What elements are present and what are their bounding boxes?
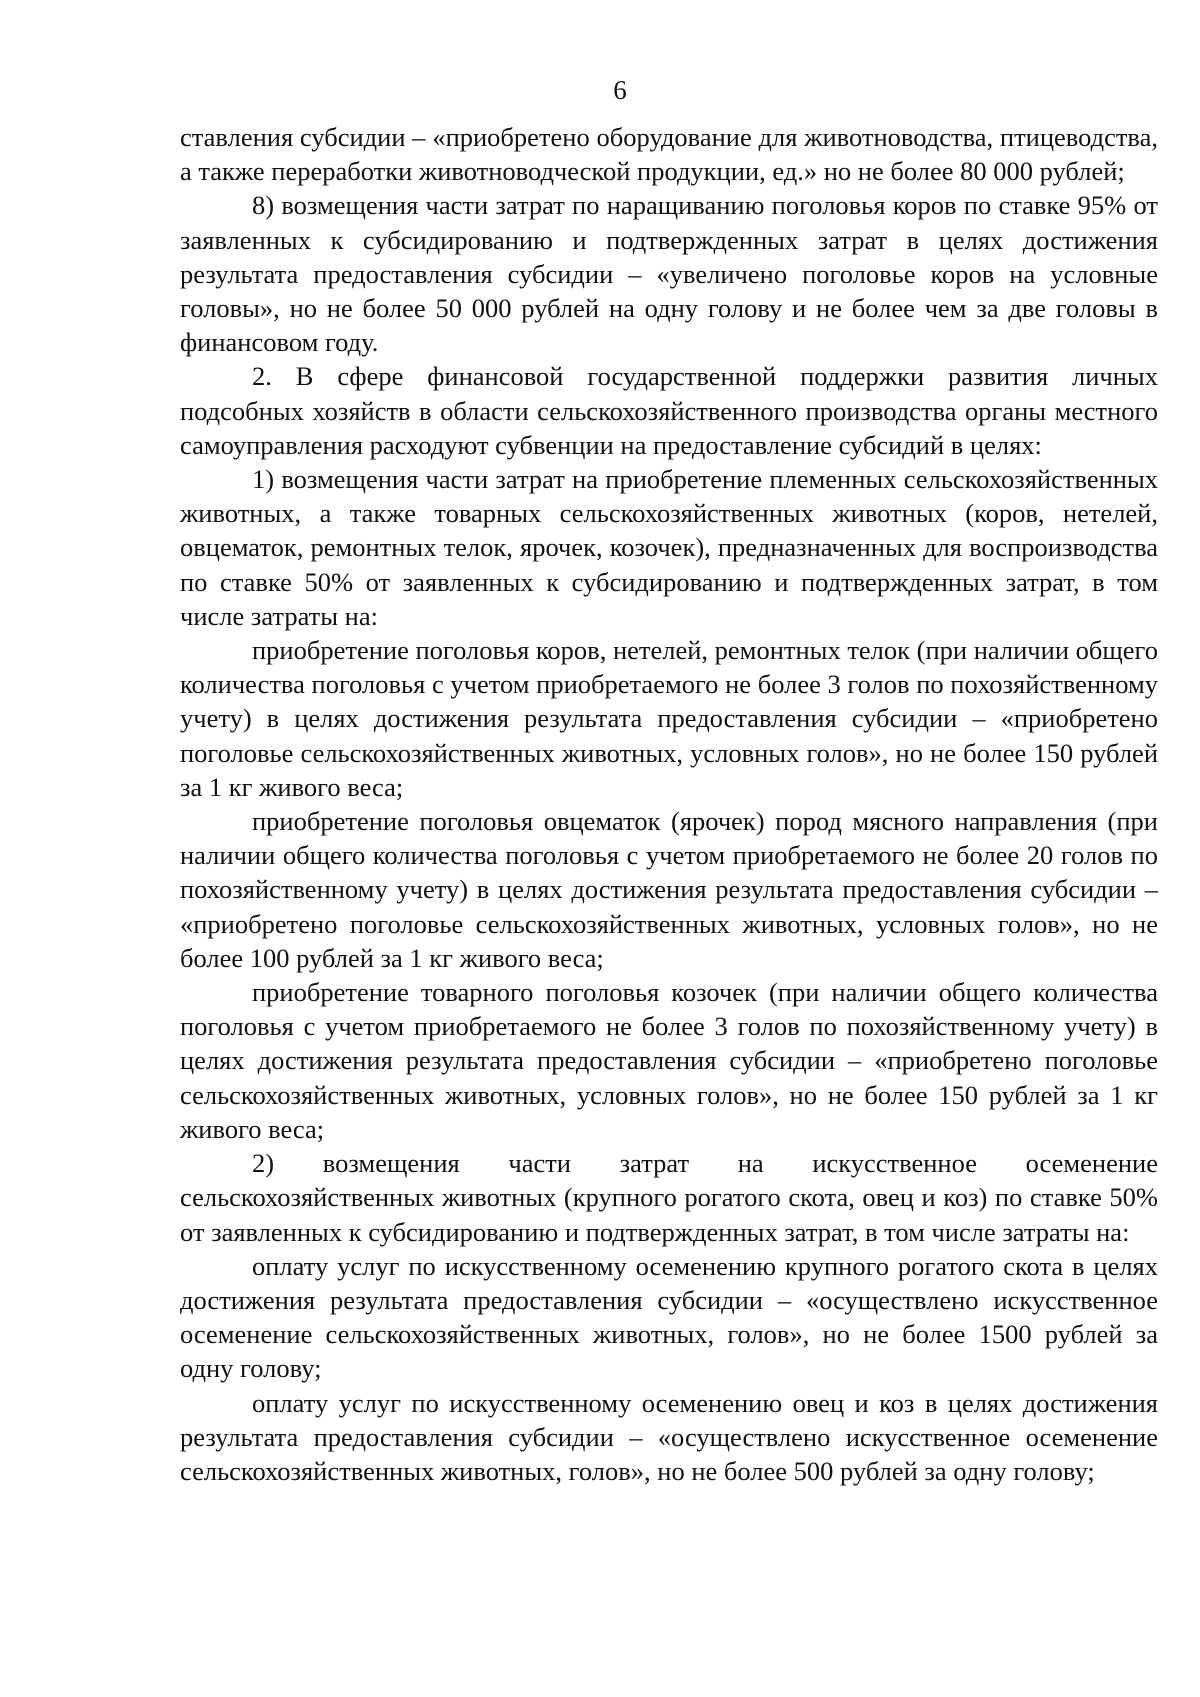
paragraph-goats-purchase: приобретение товарного поголовья козочек (при наличии общего количества поголовья с учетом приобретаемого не более 3 голов по похозяйственному учету) в целях достижения результата предоставления субсидии – «приобретено поголовье сельскохозяйственных животных, условных голов», но не более 150 рублей за 1 кг живого веса; (180, 977, 1158, 1144)
paragraph-section-2: 2. В сфере финансовой государственной поддержки развития личных подсобных хозяйств в области сельскохозяйственного производства органы местного самоуправления расходуют субвенции на предоставление субсидий в целях: (180, 361, 1158, 460)
paragraph-cows-purchase: приобретение поголовья коров, нетелей, ремонтных телок (при наличии общего количества поголовья с учетом приобретаемого не более 3 голов по похозяйственному учету) в целях достижения результата предоставления субсидии – «приобретено поголовье сельскохозяйственных животных, условных голов», но не более 150 рублей за 1 кг живого веса; (180, 635, 1158, 802)
document-body (180, 120, 1158, 1488)
paragraph-sheep-goat-insemination: оплату услуг по искусственному осеменению овец и коз в целях достижения результата предоставления субсидии – «осуществлено искусственное осеменение сельскохозяйственных животных, голов», но не более 500 рублей за одну голову; (180, 1387, 1158, 1486)
paragraph-item-1: 1) возмещения части затрат на приобретение племенных сельскохозяйственных животных, а также товарных сельскохозяйственных животных (коров, нетелей, овцематок, ремонтных телок, ярочек, козочек), предназначенных для воспроизводства по ставке 50% от заявленных к субсидированию и подтвержденных затрат, в том числе затраты на: (180, 464, 1158, 631)
paragraph-item-8: 8) возмещения части затрат по наращиванию поголовья коров по ставке 95% от заявленных к субсидированию и подтвержденных затрат в целях достижения результата предоставления субсидии – «увеличено поголовье коров на условные головы», но не более 50 000 рублей на одну голову и не более чем за две головы в финансовом году. (180, 190, 1158, 358)
paragraph-continuation: ставления субсидии – «приобретено оборудование для животноводства, птицеводства, а также переработки животноводческой продукции, ед.» но не более 80 000 рублей; (180, 122, 1158, 187)
paragraph-cattle-insemination: оплату услуг по искусственному осеменению крупного рогатого скота в целях достижения результата предоставления субсидии – «осуществлено искусственное осеменение сельскохозяйственных животных, голов», но не более 1500 рублей за одну голову; (180, 1250, 1158, 1384)
paragraph-ewes-purchase: приобретение поголовья овцематок (ярочек) пород мясного направления (при наличии общего количества поголовья с учетом приобретаемого не более 20 голов по похозяйственному учету) в целях достижения результата предоставления субсидии – «приобретено поголовье сельскохозяйственных животных, условных голов», но не более 100 рублей за 1 кг живого веса; (180, 806, 1158, 973)
paragraph-item-2: 2) возмещения части затрат на искусственное осеменение сельскохозяйственных животных (крупного рогатого скота, овец и коз) по ставке 50% от заявленных к субсидированию и подтвержденных затрат, в том числе затраты на: (180, 1148, 1158, 1247)
page-number: 6 (613, 75, 627, 105)
